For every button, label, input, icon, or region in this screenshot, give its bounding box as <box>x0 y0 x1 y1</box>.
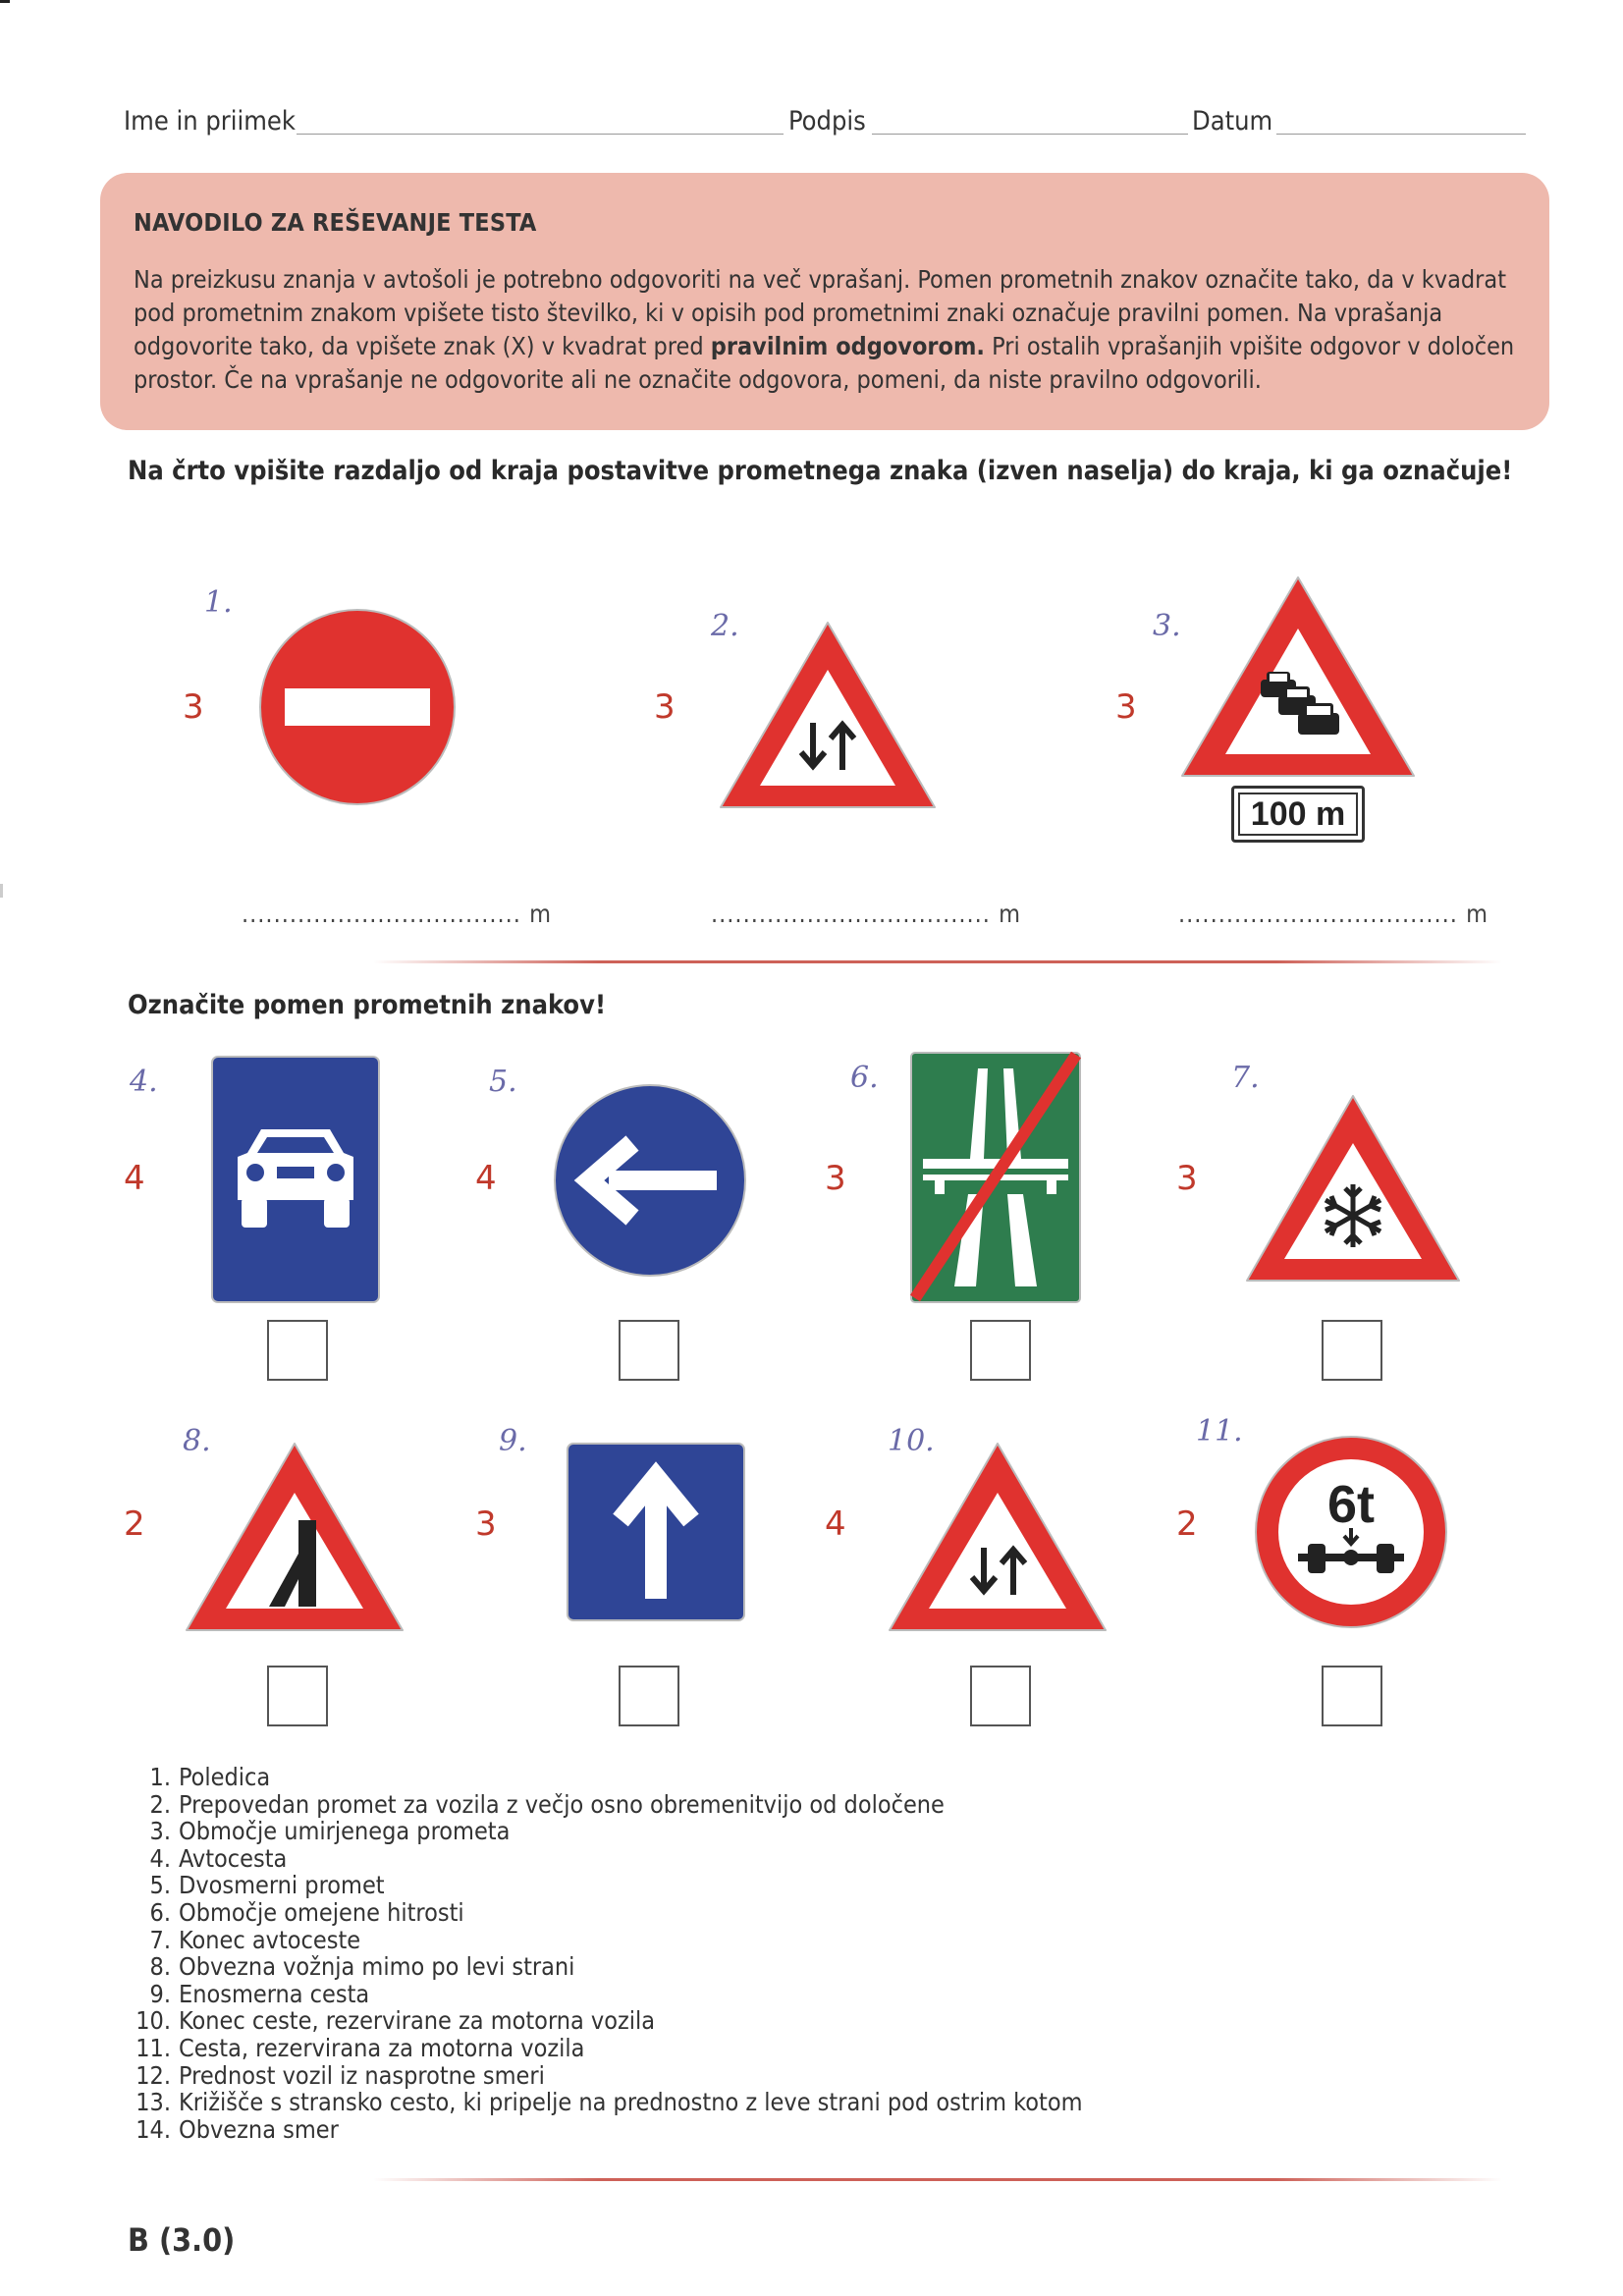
question2-prompt: Označite pomen prometnih znakov! <box>128 990 607 1020</box>
hand-number: 1. <box>204 585 233 620</box>
answer-box-8[interactable] <box>267 1666 328 1726</box>
points: 2 <box>1176 1504 1198 1544</box>
distance-answer-3[interactable] <box>1178 900 1488 928</box>
points: 3 <box>654 687 676 727</box>
option-text: Obvezna smer <box>179 2114 339 2144</box>
option-number: 7. <box>149 1925 171 1954</box>
option-text: Prepovedan promet za vozila z večjo osno obremenitvijo od določene <box>179 1789 945 1819</box>
weight-limit-text: 6t <box>1326 1475 1376 1534</box>
option <box>128 1927 1083 1954</box>
option-number: 3. <box>149 1817 171 1846</box>
divider <box>373 960 1502 963</box>
answer-box-10[interactable] <box>970 1666 1031 1726</box>
option-text: Obvezna vožnja mimo po levi strani <box>179 1952 575 1982</box>
one-way-sign <box>566 1442 746 1622</box>
hand-number: 2. <box>711 609 739 643</box>
motor-vehicle-road-sign <box>210 1055 381 1304</box>
name-field[interactable] <box>297 134 784 135</box>
option-text: Križišče s stransko cesto, ki pripelje na prednostno z leve strani pod ostrim kotom <box>179 2088 1083 2117</box>
end-of-motorway-sign <box>909 1051 1082 1304</box>
option-number: 13. <box>135 2088 171 2117</box>
blank-dots: ................................... <box>1178 900 1458 928</box>
option-text: Konec ceste, rezervirane za motorna vozila <box>179 2006 656 2036</box>
points: 3 <box>475 1504 497 1544</box>
option <box>128 2035 1083 2062</box>
two-way-traffic-sign <box>717 617 939 813</box>
hand-number: 7. <box>1231 1061 1260 1095</box>
blank-dots: ................................... <box>711 900 991 928</box>
option-text: Avtocesta <box>179 1843 288 1873</box>
signature-field[interactable] <box>872 134 1188 135</box>
distance-answer-2[interactable] <box>711 900 1021 928</box>
blank-dots: ................................... <box>242 900 521 928</box>
option <box>128 1872 1083 1899</box>
instructions-text <box>134 263 1528 397</box>
option <box>128 1899 1083 1927</box>
instructions-text-bold: pravilnim odgovorom. <box>710 332 985 360</box>
divider <box>373 2178 1502 2181</box>
option-text: Prednost vozil iz nasprotne smeri <box>179 2060 545 2090</box>
option-text: Območje omejene hitrosti <box>179 1897 464 1927</box>
option-number: 8. <box>149 1952 171 1982</box>
axle-weight-limit-sign <box>1253 1434 1449 1630</box>
scan-mark <box>0 0 10 3</box>
points: 3 <box>1115 687 1137 727</box>
option <box>128 2089 1083 2116</box>
date-field[interactable] <box>1276 134 1526 135</box>
points: 3 <box>825 1159 846 1198</box>
signature-label: Podpis <box>788 106 866 137</box>
option-text: Dvosmerni promet <box>179 1871 385 1900</box>
option <box>128 1764 1083 1791</box>
answer-box-7[interactable] <box>1322 1320 1382 1381</box>
answer-box-9[interactable] <box>619 1666 679 1726</box>
option <box>128 2116 1083 2144</box>
points: 3 <box>183 687 204 727</box>
ice-snow-sign <box>1243 1090 1463 1286</box>
date-label: Datum <box>1192 106 1273 137</box>
option-number: 9. <box>149 1979 171 2008</box>
no-entry-sign <box>257 607 458 807</box>
unit: m <box>1466 900 1489 928</box>
option-text: Cesta, rezervirana za motorna vozila <box>179 2033 585 2062</box>
points: 3 <box>1176 1159 1198 1198</box>
test-code: B (3.0) <box>128 2221 236 2259</box>
option-text: Enosmerna cesta <box>179 1979 370 2008</box>
question1-prompt: Na črto vpišite razdaljo od kraja postavitve prometnega znaka (izven naselja) do kraja, ki ga označuje! <box>128 456 1513 486</box>
hand-number: 5. <box>489 1065 517 1099</box>
option <box>128 2062 1083 2090</box>
option-number: 6. <box>149 1897 171 1927</box>
option <box>128 1953 1083 1981</box>
points: 2 <box>124 1504 145 1544</box>
two-way-traffic-sign <box>886 1438 1109 1636</box>
distance-plate <box>1231 786 1365 843</box>
name-label: Ime in priimek <box>124 106 296 137</box>
option-text: Območje umirjenega prometa <box>179 1817 511 1846</box>
answer-box-5[interactable] <box>619 1320 679 1381</box>
option <box>128 1818 1083 1845</box>
option <box>128 1791 1083 1819</box>
points: 4 <box>124 1159 145 1198</box>
option <box>128 1845 1083 1873</box>
option <box>128 1981 1083 2008</box>
option <box>128 2007 1083 2035</box>
hand-number: 8. <box>183 1424 211 1458</box>
unit: m <box>529 900 553 928</box>
answer-box-11[interactable] <box>1322 1666 1382 1726</box>
mandatory-left-sign <box>552 1082 748 1279</box>
hand-number: 10. <box>888 1424 935 1458</box>
scan-mark <box>0 884 3 898</box>
option-number: 2. <box>149 1789 171 1819</box>
traffic-queue-sign <box>1178 572 1418 782</box>
points: 4 <box>475 1159 497 1198</box>
option-number: 14. <box>135 2114 171 2144</box>
instructions-text-part: Na preizkusu znanja v avtošoli je potrebno odgovoriti na več vprašanj. Pomen prometnih znakov označite tako, da v kvadrat pod prometnim znakom vpišete tisto številko, ki v opisih pod prometnimi znaki označuje pravilni pomen. Na vprašanja odgovorite tako, da vpišete znak (X) v kvadrat pred <box>134 265 1507 360</box>
instructions-text-part: Pri ostalih vprašanjih vpišite odgovor v določen prostor. Če na vprašanje ne odgovorite ali ne označite odgovora, pomeni, da niste pravilno odgovorili. <box>134 332 1515 394</box>
options-list <box>128 1764 1083 2143</box>
hand-number: 6. <box>850 1061 879 1095</box>
option-number: 1. <box>149 1763 171 1791</box>
option-number: 12. <box>135 2060 171 2090</box>
distance-plate-text: 100 m <box>1238 793 1358 836</box>
hand-number: 3. <box>1153 609 1181 643</box>
option-number: 10. <box>135 2006 171 2036</box>
option-number: 5. <box>149 1871 171 1900</box>
answer-box-4[interactable] <box>267 1320 328 1381</box>
hand-number: 4. <box>130 1065 158 1099</box>
distance-answer-1[interactable] <box>242 900 552 928</box>
points: 4 <box>825 1504 846 1544</box>
unit: m <box>999 900 1022 928</box>
answer-box-6[interactable] <box>970 1320 1031 1381</box>
hand-number: 11. <box>1196 1414 1243 1449</box>
option-number: 4. <box>149 1843 171 1873</box>
option-text: Konec avtoceste <box>179 1925 361 1954</box>
hand-number: 9. <box>499 1424 527 1458</box>
option-text: Poledica <box>179 1763 271 1791</box>
instructions-title: NAVODILO ZA REŠEVANJE TESTA <box>134 208 537 237</box>
option-number: 11. <box>135 2033 171 2062</box>
merging-from-left-sign <box>183 1438 406 1636</box>
